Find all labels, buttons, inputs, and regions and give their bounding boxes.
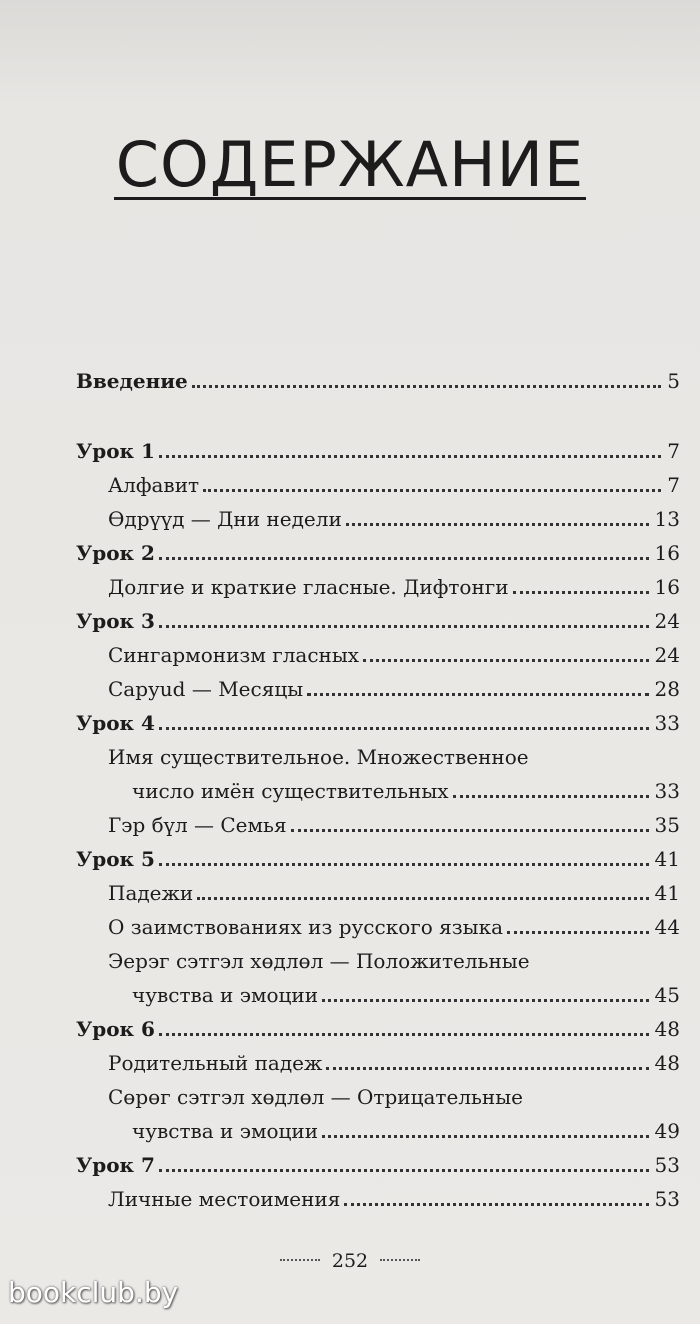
- page-footer: [0, 1250, 700, 1272]
- footer-dots-right: [380, 1259, 420, 1261]
- page-number: 252: [331, 1250, 369, 1272]
- toc-entry: Сөрөг сэтгэл хөдлөл — Отрицательные: [108, 1085, 523, 1109]
- toc-entry: Родительный падеж 48: [108, 1051, 680, 1075]
- toc-entry: Эерэг сэтгэл хөдлөл — Положительные: [108, 949, 530, 973]
- toc-entry: Личные местоимения 53: [108, 1187, 680, 1211]
- toc-entry-lesson-7: Урок 7 53: [76, 1153, 680, 1177]
- toc-entry: О заимствованиях из русского языка 44: [108, 915, 680, 939]
- toc-entry: чувства и эмоции 49: [132, 1119, 680, 1143]
- toc-entry: Сингармонизм гласных 24: [108, 643, 680, 667]
- toc-entry: Саруud — Месяцы 28: [108, 677, 680, 701]
- toc-entry: Имя существительное. Множественное: [108, 745, 529, 769]
- toc-entry-lesson-6: Урок 6 48: [76, 1017, 680, 1041]
- toc-entry-lesson-1: Урок 1 7: [76, 439, 680, 463]
- toc-entry: число имён существительных 33: [132, 779, 680, 803]
- toc-entry: Падежи 41: [108, 881, 680, 905]
- toc-entry-lesson-2: Урок 2 16: [76, 541, 680, 565]
- toc-entry-lesson-5: Урок 5 41: [76, 847, 680, 871]
- toc-entry-lesson-3: Урок 3 24: [76, 609, 680, 633]
- toc-entry: чувства и эмоции 45: [132, 983, 680, 1007]
- toc-entry: Өдрүүд — Дни недели 13: [108, 507, 680, 531]
- toc-entry-lesson-4: Урок 4 33: [76, 711, 680, 735]
- page-title: СОДЕРЖАНИЕ: [115, 128, 585, 201]
- toc-entry: Гэр бүл — Семья 35: [108, 813, 680, 837]
- toc-entry: Долгие и краткие гласные. Дифтонги 16: [108, 575, 680, 599]
- footer-dots-left: [280, 1259, 320, 1261]
- watermark: bookclub.by: [8, 1276, 179, 1309]
- toc-entry: Алфавит 7: [108, 473, 680, 497]
- toc-entry-introduction: Введение 5: [76, 369, 680, 393]
